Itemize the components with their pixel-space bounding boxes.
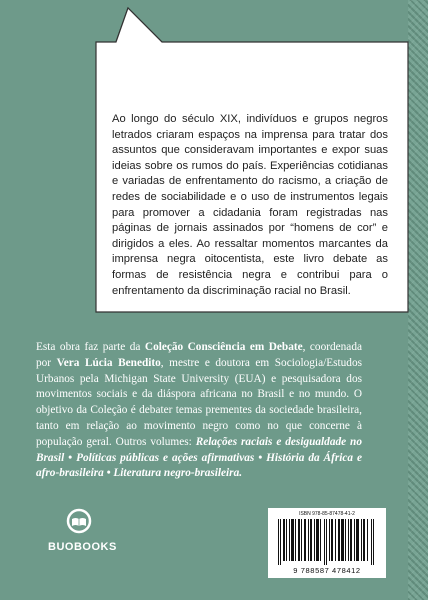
isbn-label: ISBN 978-85-87478-41-2 [299, 511, 355, 517]
publisher-logo [48, 507, 117, 565]
publisher-name: BUOBOOKS [48, 541, 117, 553]
coordinator-name: Vera Lúcia Benedito [56, 356, 161, 369]
other-volumes: Relações raciais e desigualdade no Brasil • Políticas públicas e ações afirmativas • História da África e afro-brasileira • Literatura negro-brasileira. [36, 435, 362, 480]
collection-paragraph [36, 340, 362, 482]
book-icon [48, 507, 110, 541]
synopsis-text: Ao longo do século XIX, indivíduos e grupos negros letrados criaram espaços na imprensa para tratar dos assuntos que consideravam importantes e expor suas ideias sobre os rumos do país. Experiências cotidianas e variadas de enfrentamento do racismo, a criação de redes de sociabilidade e o uso de instrumentos legais para promover a cidadania foram registradas nas páginas de jornais assinados por “homens de cor” e dirigidos a eles. Ao ressaltar momentos marcantes da imprensa negra oitocentista, este livro debate as formas de resistência negra e contribui para o enfrentamento da discriminação racial no Brasil. [112, 113, 388, 297]
barcode-number: 9 788587 478412 [293, 566, 361, 575]
barcode-bars [278, 519, 376, 565]
barcode [268, 508, 386, 578]
coordinator-bio: , mestre e doutora em Sociologia/Estudos Urbanos pela Michigan State University (EUA) e pesquisadora dos movimentos sociais e da diáspora africana no Brasil e no mundo. O objetivo da Coleção é debater temas prementes da sociedade brasileira, tanto em relação ao movimento negro como no que concerne à população geral. Outros volumes: [36, 356, 362, 448]
collection-name: Coleção Consciência em Debate [144, 341, 303, 353]
collection-coord: , coordenada por [36, 341, 362, 369]
collection-intro: Esta obra faz parte da [36, 341, 145, 353]
